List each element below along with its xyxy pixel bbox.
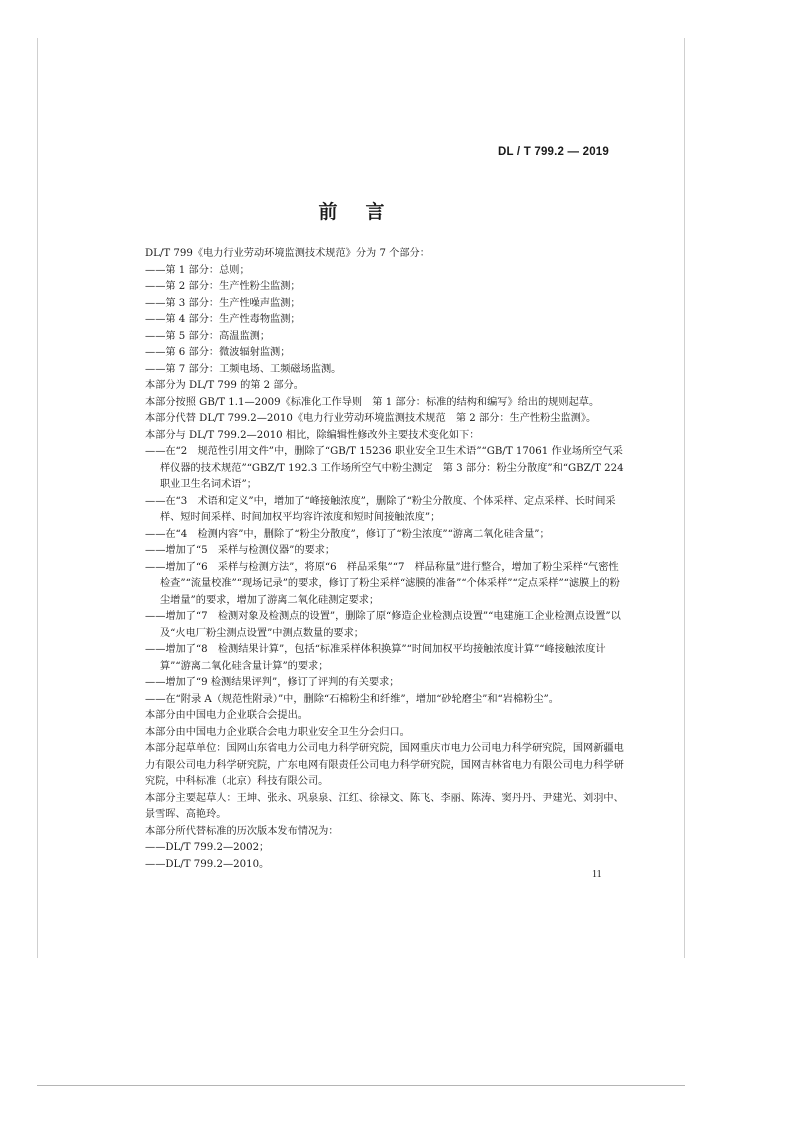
body-paragraph: 本部分与 DL/T 799.2—2010 相比，除编辑性修改外主要技术变化如下： [145,429,480,441]
part-list-item: ——第 7 部分：工频电场、工频磁场监测。 [145,363,342,375]
change-list-item: ——增加了“5 采样与检测仪器”的要求； [145,545,336,556]
part-list-item: ——第 4 部分：生产性毒物监测； [145,314,301,325]
drafting-units-paragraph: 本部分起草单位：国网山东省电力公司电力科学研究院，国网重庆市电力公司电力科学研究院，国网新疆电力有限公司电力科学研究院，广东电网有限责任公司电力科学研究院，国网吉林省电力有限公司电力科学研究院，中科标准（北京）科技有限公司。 [145,743,624,787]
change-list-item: ——增加了“6 采样与检测方法”，将原“6 样品采集”“7 样品称量”进行整合，增加了粉尘采样“气密性检查”“流量校准”“现场记录”的要求，修订了粉尘采样“滤膜的准备”“个体采样”“定点采样”“滤膜上的粉尘增量”的要求，增加了游离二氧化硅测定要求； [145,561,620,606]
page-title: 前言 [318,201,413,223]
part-list-item: ——第 6 部分：微波辐射监测； [145,347,291,358]
body-paragraph: 本部分按照 GB/T 1.1—2009《标准化工作导则 第 1 部分：标准的结构和编写》给出的规则起草。 [145,396,600,408]
part-list-item: ——第 2 部分：生产性粉尘监测； [145,281,301,292]
part-list-item: ——第 1 部分：总则； [145,264,250,276]
change-list-item: ——增加了“8 检测结果计算”，包括“标准采样体积换算”“时间加权平均接触浓度计算”“峰接触浓度计算”“游离二氧化硅含量计算”的要求； [145,644,606,672]
body-paragraph: 本部分代替 DL/T 799.2—2010《电力行业劳动环境监测技术规范 第 2 部分：生产性粉尘监测》。 [145,413,597,424]
change-list-item: ——在“2 规范性引用文件”中，删除了“GB/T 15236 职业安全卫生术语”“GB/T 17061 作业场所空气采样仪器的技术规范”“GBZ/T 192.3 工作场所空气中粉尘测定 第 3 部分：粉尘分散度”和“GBZ/T 224 职业卫生名词术语”； [145,446,624,490]
page-border-right [684,38,685,958]
page-border-left [37,38,38,958]
version-list-item: ——DL/T 799.2—2010。 [145,858,270,870]
change-list-item: ——在“附录 A（规范性附录）”中，删除“石棉粉尘和纤维”，增加“砂轮磨尘”和“岩棉粉尘”。 [145,693,559,705]
foreword-body [124,246,624,873]
change-list-item: ——在“4 检测内容”中，删除了“粉尘分散度”，修订了“粉尘浓度”“游离二氧化硅含量”； [145,528,550,540]
bottom-rule [37,1085,685,1086]
intro-paragraph: DL/T 799《电力行业劳动环境监测技术规范》分为 7 个部分： [145,248,430,259]
body-paragraph: 本部分为 DL/T 799 的第 2 部分。 [145,380,304,391]
page-number: 11 [592,869,602,880]
drafters-paragraph: 本部分主要起草人：王坤、张永、巩泉泉、江红、徐禄文、陈飞、李丽、陈涛、窦丹丹、尹建光、刘羽中、景雪晖、高艳玲。 [145,792,624,820]
change-list-item: ——在“3 术语和定义”中，增加了“峰接触浓度”，删除了“粉尘分散度、个体采样、定点采样、长时间采样、短时间采样、时间加权平均容许浓度和短时间接触浓度”； [145,495,616,523]
change-list-item: ——增加了“7 检测对象及检测点的设置”，删除了原“修造企业检测点设置”“电建施工企业检测点设置”以及“火电厂粉尘测点设置”中测点数量的要求； [145,611,621,639]
body-paragraph: 本部分所代替标准的历次版本发布情况为： [145,825,339,837]
change-list-item: ——增加了“9 检测结果评判”，修订了评判的有关要求； [145,677,400,688]
body-paragraph: 本部分由中国电力企业联合会电力职业安全卫生分会归口。 [145,726,410,738]
part-list-item: ——第 3 部分：生产性噪声监测； [145,297,301,309]
part-list-item: ——第 5 部分：高温监测； [145,330,271,342]
document-code: DL / T 799.2 — 2019 [498,146,609,158]
body-paragraph: 本部分由中国电力企业联合会提出。 [145,710,308,721]
version-list-item: ——DL/T 799.2—2002； [145,842,270,853]
